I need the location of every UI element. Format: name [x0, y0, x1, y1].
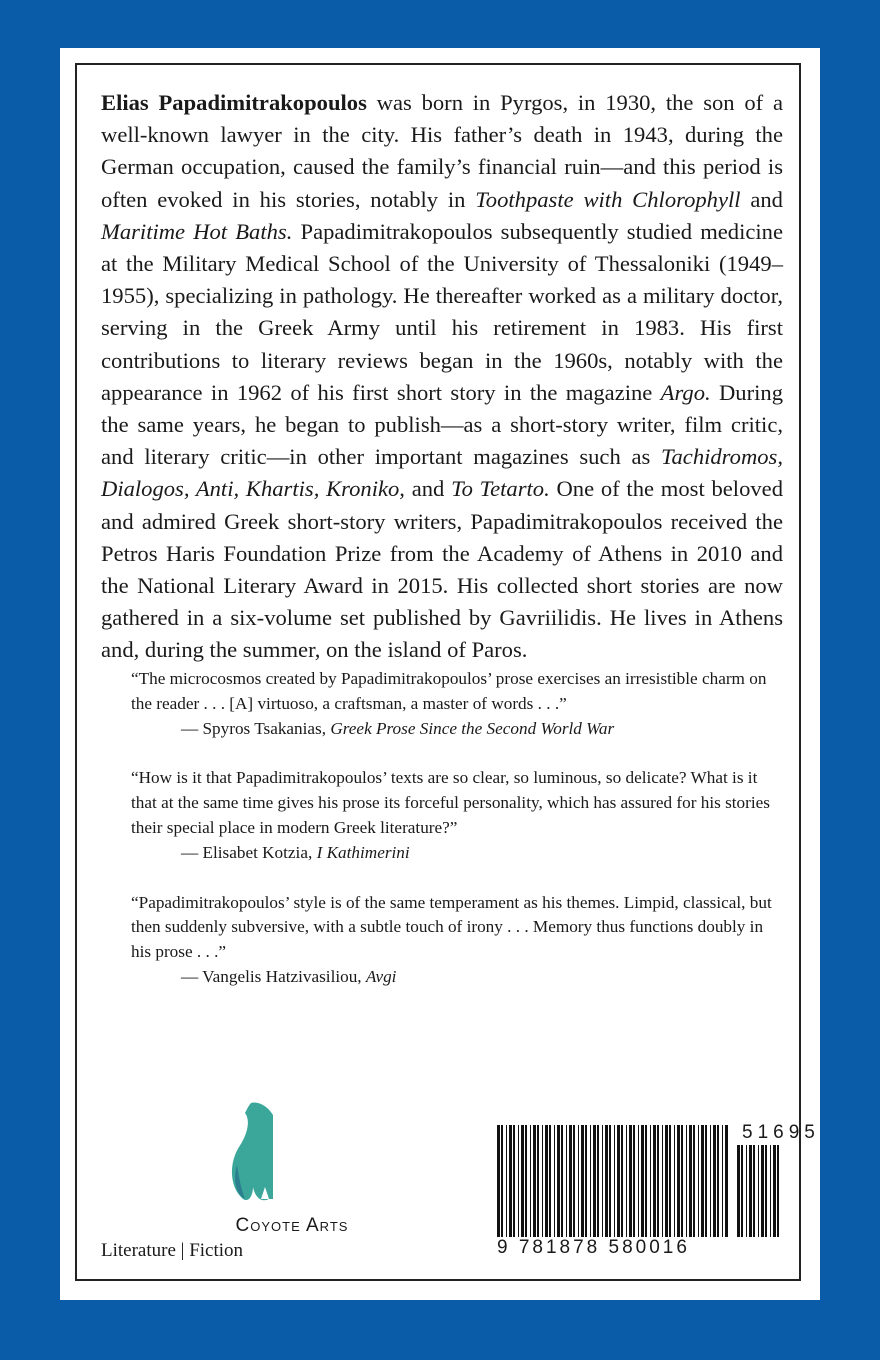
bio-text: and	[404, 476, 452, 502]
author-biography	[101, 87, 783, 667]
review-quote	[131, 766, 783, 865]
quote-author: — Vangelis Hatzivasiliou,	[181, 966, 366, 986]
genre-label: Literature | Fiction	[101, 1240, 244, 1261]
quote-text: “The microcosmos created by Papadimitrakopoulos’ prose exercises an irresistible charm on the reader . . . [A] virtuoso, a craftsman, a master of words . . .”	[131, 669, 767, 713]
bio-text: Papadimitrakopoulos subsequently studied medicine at the Military Medical School of the University of Thessaloniki (1949–1955), specializing in pathology. He thereafter worked as a military doctor, serving in the Greek Army until his retirement in 1983. His first contributions to literary reviews began in the 1960s, notably with the appearance in 1962 of his first short story in the magazine	[101, 218, 784, 405]
bio-text: was born in Pyrgos, in 1930, the son of a well-known lawyer in the city. His father’s death in 1943, during the German occupation, caused the family’s financial ruin—and this period is often evoked in his stories, notably in	[101, 90, 783, 212]
quote-text: “Papadimitrakopoulos’ style is of the same temperament as his themes. Limpid, classical, but then suddenly subversive, with a subtle touch of irony . . . Memory thus functions doubly in his prose . . .”	[131, 892, 772, 962]
review-quote	[131, 891, 783, 990]
book-title: Toothpaste with Chlorophyll	[475, 186, 741, 212]
quote-source: I Kathimerini	[316, 842, 410, 862]
quote-source: Greek Prose Since the Second World War	[330, 718, 615, 738]
magazine-title: Argo.	[660, 379, 711, 405]
isbn-barcode	[497, 1122, 820, 1275]
back-cover-panel	[60, 48, 820, 1300]
quote-author: — Spyros Tsakanias,	[181, 718, 331, 738]
bio-text: During the same years, he began to publish—as a short-story writer, film critic, and literary critic—in other important magazines such as	[101, 379, 783, 470]
magazine-title: To Tetarto.	[451, 476, 550, 502]
quote-attribution	[131, 841, 783, 866]
addon-digits: 51695	[742, 1122, 820, 1143]
review-quotes	[131, 667, 783, 1015]
coyote-icon	[217, 1095, 337, 1210]
cover-frame	[75, 63, 820, 1281]
quote-text: “How is it that Papadimitrakopoulos’ texts are so clear, so luminous, so delicate? What is it that at the same time gives his prose its forceful personality, which has assured for his stories their special place in modern Greek literature?”	[131, 768, 770, 837]
author-name: Elias Papadimitrakopoulos	[101, 90, 367, 115]
publisher-name: Coyote Arts	[235, 1215, 349, 1236]
bio-text: and	[740, 186, 783, 212]
quote-attribution	[131, 965, 783, 990]
quote-attribution	[131, 717, 783, 742]
bio-text: One of the most beloved and admired Greek short-story writers, Papadimitrakopoulos received the Petros Haris Foundation Prize from the Academy of Athens in 2010 and the National Literary Award in 2015. His collected short stories are now gathered in a six-volume set published by Gavriilidis. He lives in Athens and, during the summer, on the island of Paros.	[101, 476, 783, 663]
book-title: Maritime Hot Baths.	[101, 218, 293, 244]
isbn-digits: 9 781878 580016	[497, 1237, 690, 1258]
magazine-titles: Tachidromos, Dialogos, Anti, Khartis, Kroniko,	[101, 444, 783, 502]
quote-source: Avgi	[365, 966, 397, 986]
quote-author: — Elisabet Kotzia,	[181, 842, 317, 862]
review-quote	[131, 667, 783, 741]
